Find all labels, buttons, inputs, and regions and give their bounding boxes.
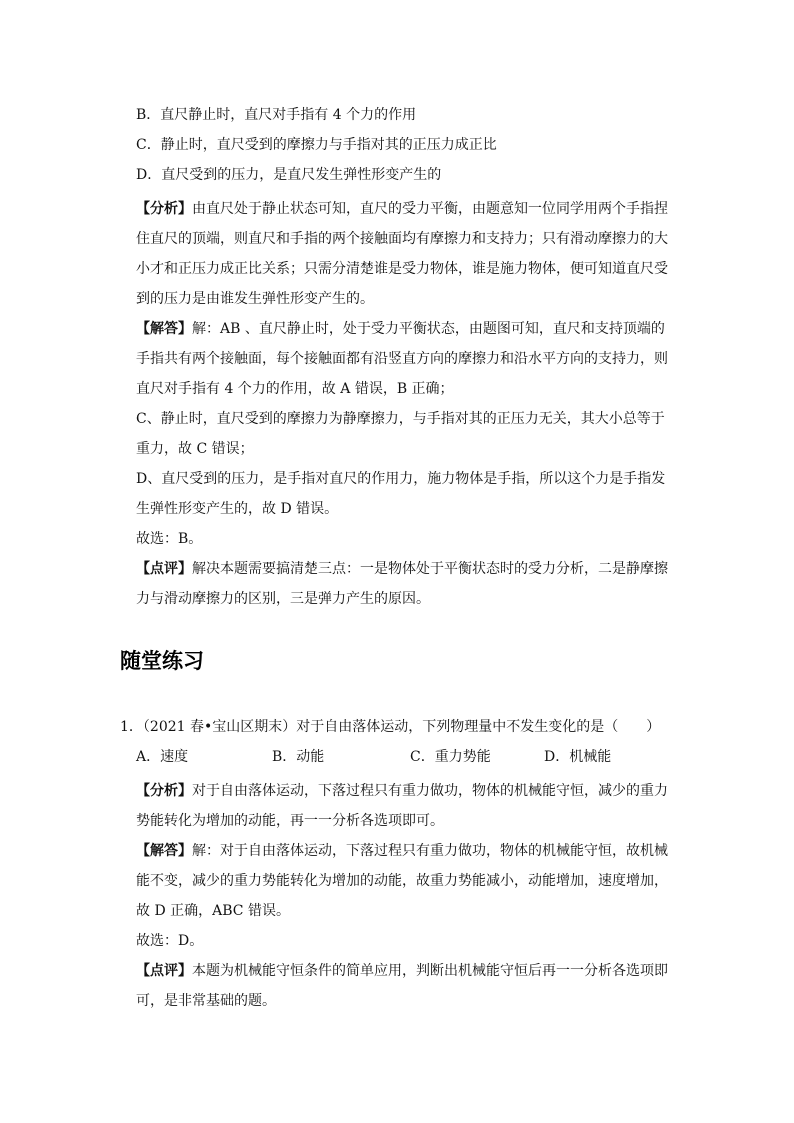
q1-comment-text: 本题为机械能守恒条件的简单应用，判断出机械能守恒后再一一分析各选项即可，是非常基础的题。 xyxy=(136,963,668,1009)
solution-paragraph xyxy=(136,314,676,404)
choice-d: D．机械能 xyxy=(544,749,612,765)
choice-a: A．速度 xyxy=(136,749,189,765)
q1-solution-text: 解：对于自由落体运动，下落过程只有重力做功，物体的机械能守恒，故机械能不变，减少的重力势能转化为增加的动能，故重力势能减小，动能增加，速度增加，故 D 正确，ABC 错误。 xyxy=(136,843,668,919)
solution-line-d: D、直尺受到的压力，是手指对直尺的作用力，施力物体是手指，所以这个力是手指发生弹性形变产生的，故 D 错误。 xyxy=(136,471,666,517)
q1-comment-tag: 【点评】 xyxy=(136,963,192,979)
section-title: 随堂练习 xyxy=(120,649,204,673)
q1-analysis-paragraph xyxy=(136,776,676,836)
q1-solution-paragraph xyxy=(136,836,676,926)
question-1-stem: 1．（2021 春•宝山区期末）对于自由落体运动，下列物理量中不发生变化的是（ ） xyxy=(120,719,661,735)
solution-line-c: C、静止时，直尺受到的摩擦力为静摩擦力，与手指对其的正压力无关，其大小总等于重力，故 C 错误； xyxy=(136,411,665,457)
option-d: D．直尺受到的压力，是直尺发生弹性形变产生的 xyxy=(136,167,442,183)
q1-answer-line: 故选：D。 xyxy=(136,933,204,949)
comment-tag: 【点评】 xyxy=(136,561,192,577)
q1-analysis-tag: 【分析】 xyxy=(136,783,192,799)
question-1-choices xyxy=(136,746,611,766)
solution-tag: 【解答】 xyxy=(136,321,192,337)
q1-analysis-text: 对于自由落体运动，下落过程只有重力做功，物体的机械能守恒，减少的重力势能转化为增加的动能，再一一分析各选项即可。 xyxy=(136,783,668,829)
analysis-text: 由直尺处于静止状态可知，直尺的受力平衡，由题意知一位同学用两个手指捏住直尺的顶端，则直尺和手指的两个接触面均有摩擦力和支持力；只有滑动摩擦力的大小才和正压力成正比关系；只需分清楚谁是受力物体，谁是施力物体，便可知道直尺受到的压力是由谁发生弹性形变产生的。 xyxy=(136,201,668,307)
choice-b: B．动能 xyxy=(272,749,325,765)
comment-paragraph xyxy=(136,554,676,614)
option-c: C．静止时，直尺受到的摩擦力与手指对其的正压力成正比 xyxy=(136,137,497,153)
q1-comment-paragraph xyxy=(136,956,676,1016)
choice-c: C．重力势能 xyxy=(410,749,491,765)
solution-line-ab: 解：AB 、直尺静止时，处于受力平衡状态，由题图可知，直尺和支持顶端的手指共有两个接触面，每个接触面都有沿竖直方向的摩擦力和沿水平方向的支持力，则直尺对手指有 4 个力的作用，故 A 错误，B 正确； xyxy=(136,321,668,397)
option-b: B．直尺静止时，直尺对手指有 4 个力的作用 xyxy=(136,107,417,123)
analysis-paragraph xyxy=(136,194,676,314)
analysis-tag: 【分析】 xyxy=(136,201,192,217)
comment-text: 解决本题需要搞清楚三点：一是物体处于平衡状态时的受力分析，二是静摩擦力与滑动摩擦力的区别，三是弹力产生的原因。 xyxy=(136,561,668,607)
answer-line: 故选：B。 xyxy=(136,531,203,547)
q1-solution-tag: 【解答】 xyxy=(136,843,192,859)
